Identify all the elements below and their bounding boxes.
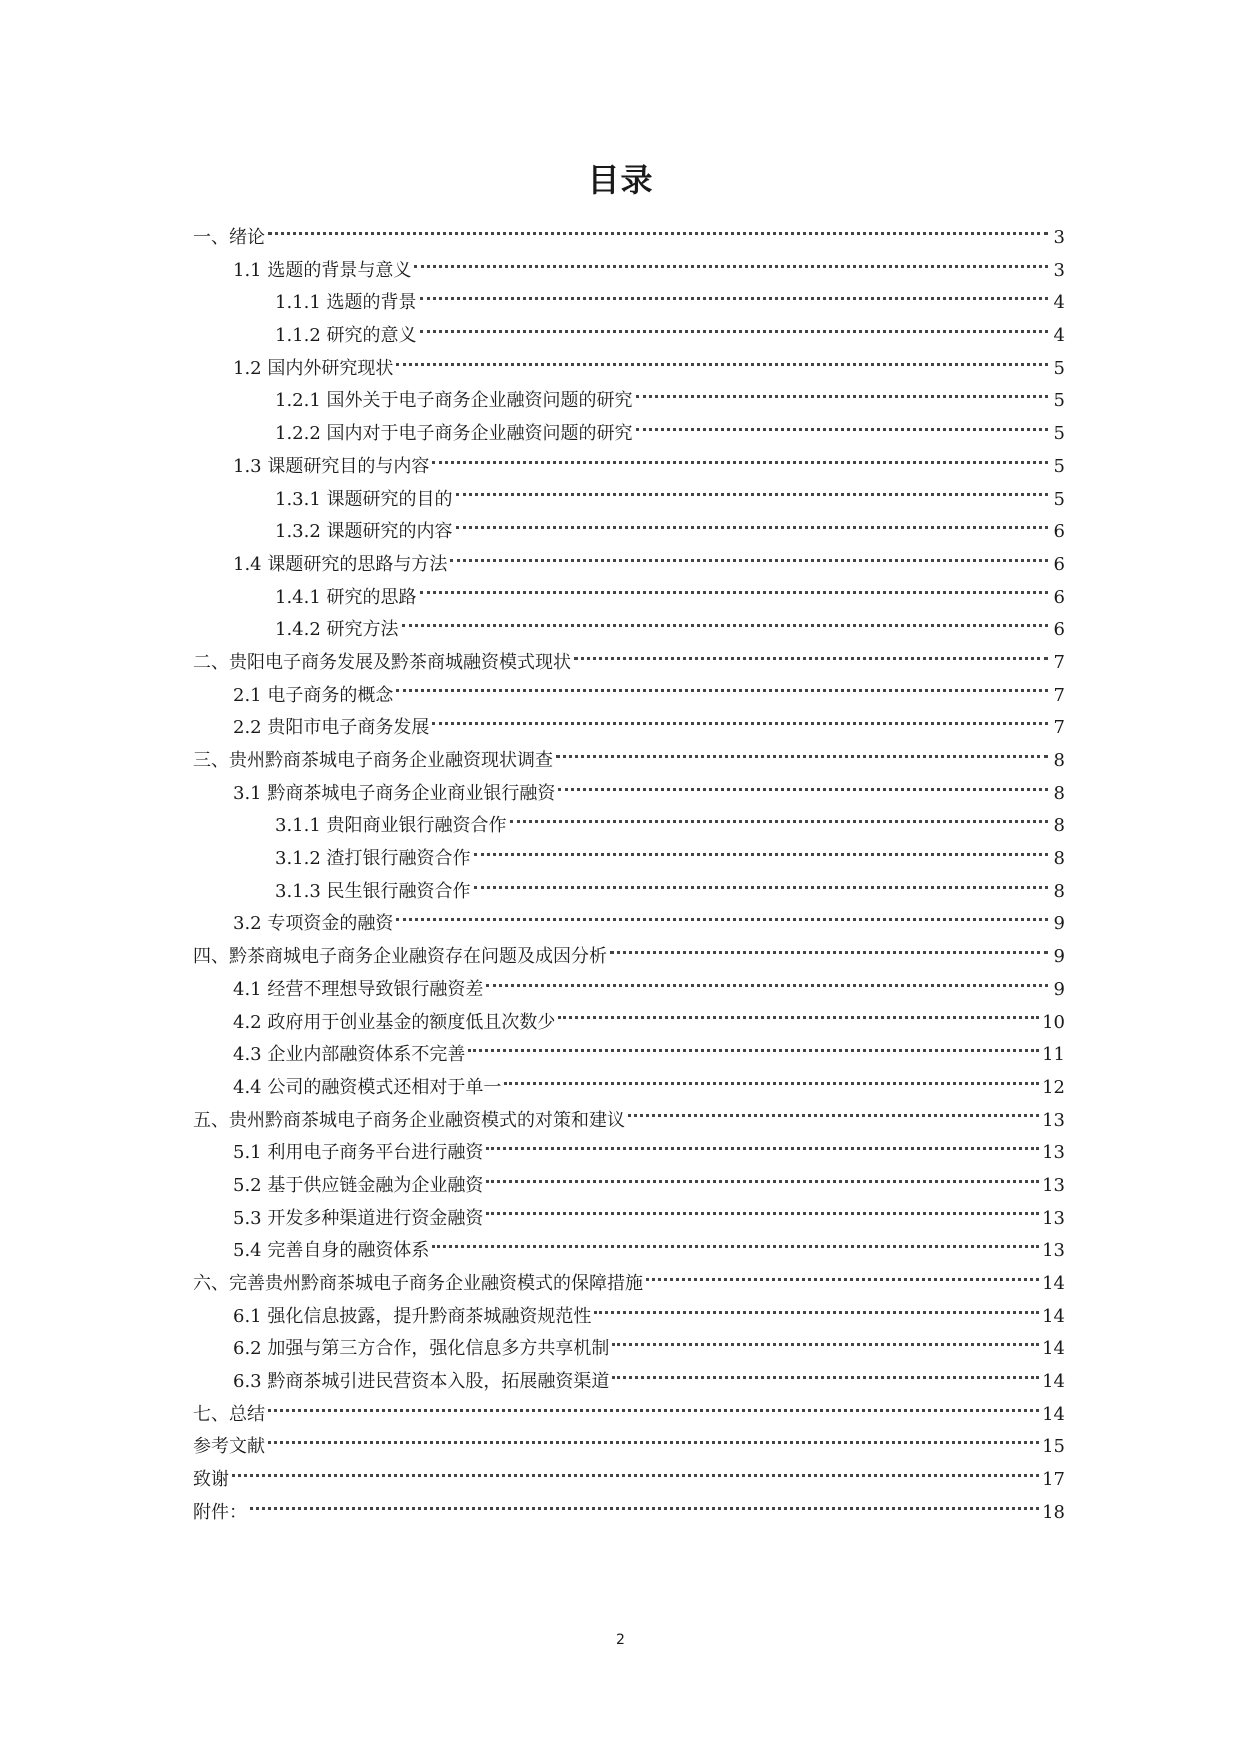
toc-entry[interactable] (193, 582, 1065, 615)
toc-entry[interactable] (193, 974, 1065, 1007)
toc-dot-leader (396, 689, 1048, 692)
toc-entry[interactable] (193, 680, 1065, 713)
toc-entry[interactable] (193, 1431, 1065, 1464)
toc-entry-title: 2.1 电子商务的概念 (233, 684, 394, 706)
toc-entry[interactable] (193, 1072, 1065, 1105)
toc-entry[interactable] (193, 418, 1065, 451)
toc-entry[interactable] (193, 1366, 1065, 1399)
toc-entry-page: 6 (1053, 619, 1065, 641)
toc-entry-title: 4.2 政府用于创业基金的额度低且次数少 (233, 1011, 556, 1033)
toc-entry[interactable] (193, 778, 1065, 811)
toc-entry-page: 10 (1042, 1011, 1065, 1033)
toc-dot-leader (456, 493, 1048, 496)
toc-entry-title: 6.3 黔商茶城引进民营资本入股，拓展融资渠道 (233, 1371, 610, 1393)
toc-entry[interactable] (193, 1333, 1065, 1366)
toc-entry-title: 1.4.1 研究的思路 (275, 586, 417, 608)
toc-dot-leader (556, 755, 1048, 758)
page-title: 目录 (587, 161, 654, 199)
toc-entry-page: 5 (1053, 357, 1065, 379)
toc-entry-title: 1.3 课题研究目的与内容 (233, 455, 430, 477)
toc-dot-leader (474, 886, 1048, 889)
toc-entry-title: 5.2 基于供应链金融为企业融资 (233, 1174, 484, 1196)
toc-entry[interactable] (193, 876, 1065, 909)
toc-entry-title: 1.3.2 课题研究的内容 (275, 521, 453, 543)
toc-entry-title: 3.1.2 渣打银行融资合作 (275, 848, 471, 870)
toc-entry[interactable] (193, 908, 1065, 941)
toc-entry-title: 3.1 黔商茶城电子商务企业商业银行融资 (233, 782, 556, 804)
toc-entry-page: 13 (1042, 1240, 1065, 1262)
toc-entry-title: 四、黔茶商城电子商务企业融资存在问题及成因分析 (193, 946, 607, 968)
toc-entry[interactable] (193, 484, 1065, 517)
toc-entry-title: 1.3.1 课题研究的目的 (275, 488, 453, 510)
toc-entry-title: 参考文献 (193, 1436, 265, 1458)
toc-entry-title: 1.1.1 选题的背景 (275, 292, 417, 314)
toc-dot-leader (250, 1507, 1039, 1510)
toc-entry[interactable] (193, 614, 1065, 647)
toc-dot-leader (414, 265, 1048, 268)
toc-entry-page: 7 (1053, 684, 1065, 706)
toc-entry-page: 17 (1042, 1469, 1065, 1491)
toc-entry-page: 11 (1042, 1044, 1065, 1066)
toc-entry-title: 4.3 企业内部融资体系不完善 (233, 1044, 466, 1066)
toc-entry-title: 二、贵阳电子商务发展及黔茶商城融资模式现状 (193, 651, 571, 673)
toc-entry[interactable] (193, 647, 1065, 680)
toc-entry-title: 3.1.3 民生银行融资合作 (275, 880, 471, 902)
toc-entry[interactable] (193, 1235, 1065, 1268)
toc-dot-leader (486, 1147, 1039, 1150)
toc-entry-title: 1.2.1 国外关于电子商务企业融资问题的研究 (275, 390, 633, 412)
toc-entry-page: 13 (1042, 1174, 1065, 1196)
toc-dot-leader (574, 657, 1048, 660)
toc-entry-title: 七、总结 (193, 1403, 265, 1425)
toc-dot-leader (468, 1049, 1039, 1052)
toc-dot-leader (486, 1212, 1039, 1215)
toc-entry-page: 3 (1053, 259, 1065, 281)
toc-entry[interactable] (193, 1137, 1065, 1170)
toc-entry[interactable] (193, 549, 1065, 582)
toc-entry-title: 六、完善贵州黔商茶城电子商务企业融资模式的保障措施 (193, 1273, 643, 1294)
toc-entry-page: 14 (1042, 1338, 1065, 1360)
toc-dot-leader (268, 232, 1048, 235)
toc-entry-page: 4 (1053, 325, 1065, 347)
toc-entry[interactable] (193, 1203, 1065, 1236)
toc-entry[interactable] (193, 451, 1065, 484)
toc-dot-leader (432, 722, 1048, 725)
toc-dot-leader (510, 820, 1048, 823)
toc-dot-leader (558, 1016, 1039, 1019)
toc-entry-page: 8 (1053, 782, 1065, 804)
toc-entry-title: 5.3 开发多种渠道进行资金融资 (233, 1207, 484, 1229)
toc-entry-title: 6.2 加强与第三方合作，强化信息多方共享机制 (233, 1338, 610, 1360)
toc-entry[interactable] (193, 1007, 1065, 1040)
toc-entry[interactable] (193, 1268, 1065, 1301)
toc-entry[interactable] (193, 1399, 1065, 1432)
toc-dot-leader (636, 395, 1048, 398)
toc-entry-page: 9 (1053, 946, 1065, 968)
toc-entry[interactable] (193, 1497, 1065, 1530)
toc-entry-page: 6 (1053, 521, 1065, 543)
toc-entry[interactable] (193, 287, 1065, 320)
toc-entry-title: 1.2.2 国内对于电子商务企业融资问题的研究 (275, 423, 633, 445)
toc-dot-leader (432, 1245, 1039, 1248)
toc-entry-page: 5 (1053, 390, 1065, 412)
toc-entry-page: 13 (1042, 1142, 1065, 1164)
toc-entry-page: 18 (1042, 1501, 1065, 1523)
toc-entry[interactable] (193, 843, 1065, 876)
toc-entry-title: 致谢 (193, 1469, 229, 1491)
toc-dot-leader (268, 1441, 1039, 1444)
toc-entry-title: 3.1.1 贵阳商业银行融资合作 (275, 815, 507, 837)
toc-dot-leader (594, 1311, 1039, 1314)
toc-dot-leader (396, 363, 1048, 366)
toc-entry[interactable] (193, 222, 1065, 255)
toc-entry-title: 5.4 完善自身的融资体系 (233, 1240, 430, 1262)
toc-entry-page: 7 (1053, 651, 1065, 673)
toc-dot-leader (420, 591, 1048, 594)
toc-dot-leader (646, 1278, 1039, 1281)
toc-entry[interactable] (193, 1039, 1065, 1072)
toc-entry-page: 9 (1053, 978, 1065, 1000)
toc-dot-leader (486, 984, 1048, 987)
toc-dot-leader (612, 1376, 1039, 1379)
toc-entry-title: 1.2 国内外研究现状 (233, 357, 394, 379)
toc-dot-leader (402, 624, 1048, 627)
toc-entry-title: 3.2 专项资金的融资 (233, 913, 394, 935)
toc-dot-leader (628, 1114, 1039, 1117)
toc-entry[interactable] (193, 1105, 1065, 1138)
toc-entry-page: 12 (1042, 1076, 1065, 1098)
toc-dot-leader (558, 788, 1048, 791)
toc-entry[interactable] (193, 255, 1065, 288)
toc-entry-page: 14 (1042, 1403, 1065, 1425)
toc-entry-page: 3 (1053, 227, 1065, 248)
toc-entry[interactable] (193, 516, 1065, 549)
toc-entry-page: 5 (1053, 455, 1065, 477)
toc-entry[interactable] (193, 810, 1065, 843)
page-number: 2 (616, 1632, 625, 1648)
toc-entry-page: 14 (1042, 1273, 1065, 1294)
toc-entry-page: 5 (1053, 423, 1065, 445)
toc-dot-leader (396, 918, 1048, 921)
toc-entry[interactable] (193, 1464, 1065, 1497)
table-of-contents (193, 222, 1065, 1530)
toc-entry-page: 5 (1053, 488, 1065, 510)
toc-dot-leader (268, 1409, 1039, 1412)
toc-dot-leader (432, 461, 1048, 464)
toc-entry-page: 14 (1042, 1305, 1065, 1327)
toc-entry[interactable] (193, 941, 1065, 974)
toc-entry-title: 4.4 公司的融资模式还相对于单一 (233, 1076, 502, 1098)
toc-dot-leader (474, 853, 1048, 856)
toc-entry[interactable] (193, 353, 1065, 386)
toc-entry[interactable] (193, 745, 1065, 778)
toc-dot-leader (504, 1082, 1039, 1085)
toc-entry-page: 8 (1053, 750, 1065, 771)
toc-entry-page: 14 (1042, 1371, 1065, 1393)
toc-entry[interactable] (193, 1170, 1065, 1203)
toc-entry-page: 6 (1053, 553, 1065, 575)
toc-entry-title: 1.1.2 研究的意义 (275, 325, 417, 347)
toc-dot-leader (450, 559, 1048, 562)
toc-entry-title: 附件： (193, 1501, 247, 1523)
toc-dot-leader (420, 330, 1048, 333)
toc-entry[interactable] (193, 385, 1065, 418)
toc-entry-title: 三、贵州黔商茶城电子商务企业融资现状调查 (193, 750, 553, 771)
toc-dot-leader (612, 1343, 1039, 1346)
toc-dot-leader (232, 1474, 1039, 1477)
toc-dot-leader (456, 526, 1048, 529)
toc-dot-leader (610, 951, 1048, 954)
toc-entry-title: 1.4 课题研究的思路与方法 (233, 553, 448, 575)
toc-entry-page: 13 (1042, 1207, 1065, 1229)
toc-entry-title: 1.4.2 研究方法 (275, 619, 399, 641)
toc-entry-page: 8 (1053, 815, 1065, 837)
toc-entry[interactable] (193, 1301, 1065, 1334)
toc-entry-title: 一、绪论 (193, 227, 265, 248)
toc-entry-title: 1.1 选题的背景与意义 (233, 259, 412, 281)
toc-entry-page: 7 (1053, 717, 1065, 739)
toc-entry-title: 2.2 贵阳市电子商务发展 (233, 717, 430, 739)
toc-entry-page: 4 (1053, 292, 1065, 314)
toc-entry[interactable] (193, 712, 1065, 745)
toc-dot-leader (420, 297, 1048, 300)
toc-entry-page: 6 (1053, 586, 1065, 608)
toc-entry-page: 13 (1042, 1109, 1065, 1131)
toc-entry-title: 五、贵州黔商茶城电子商务企业融资模式的对策和建议 (193, 1109, 625, 1131)
toc-entry[interactable] (193, 320, 1065, 353)
toc-entry-page: 8 (1053, 848, 1065, 870)
toc-entry-page: 8 (1053, 880, 1065, 902)
toc-entry-title: 6.1 强化信息披露，提升黔商茶城融资规范性 (233, 1305, 592, 1327)
toc-dot-leader (486, 1180, 1039, 1183)
toc-entry-title: 4.1 经营不理想导致银行融资差 (233, 978, 484, 1000)
toc-entry-page: 9 (1053, 913, 1065, 935)
toc-entry-page: 15 (1042, 1436, 1065, 1458)
toc-dot-leader (636, 428, 1048, 431)
toc-entry-title: 5.1 利用电子商务平台进行融资 (233, 1142, 484, 1164)
